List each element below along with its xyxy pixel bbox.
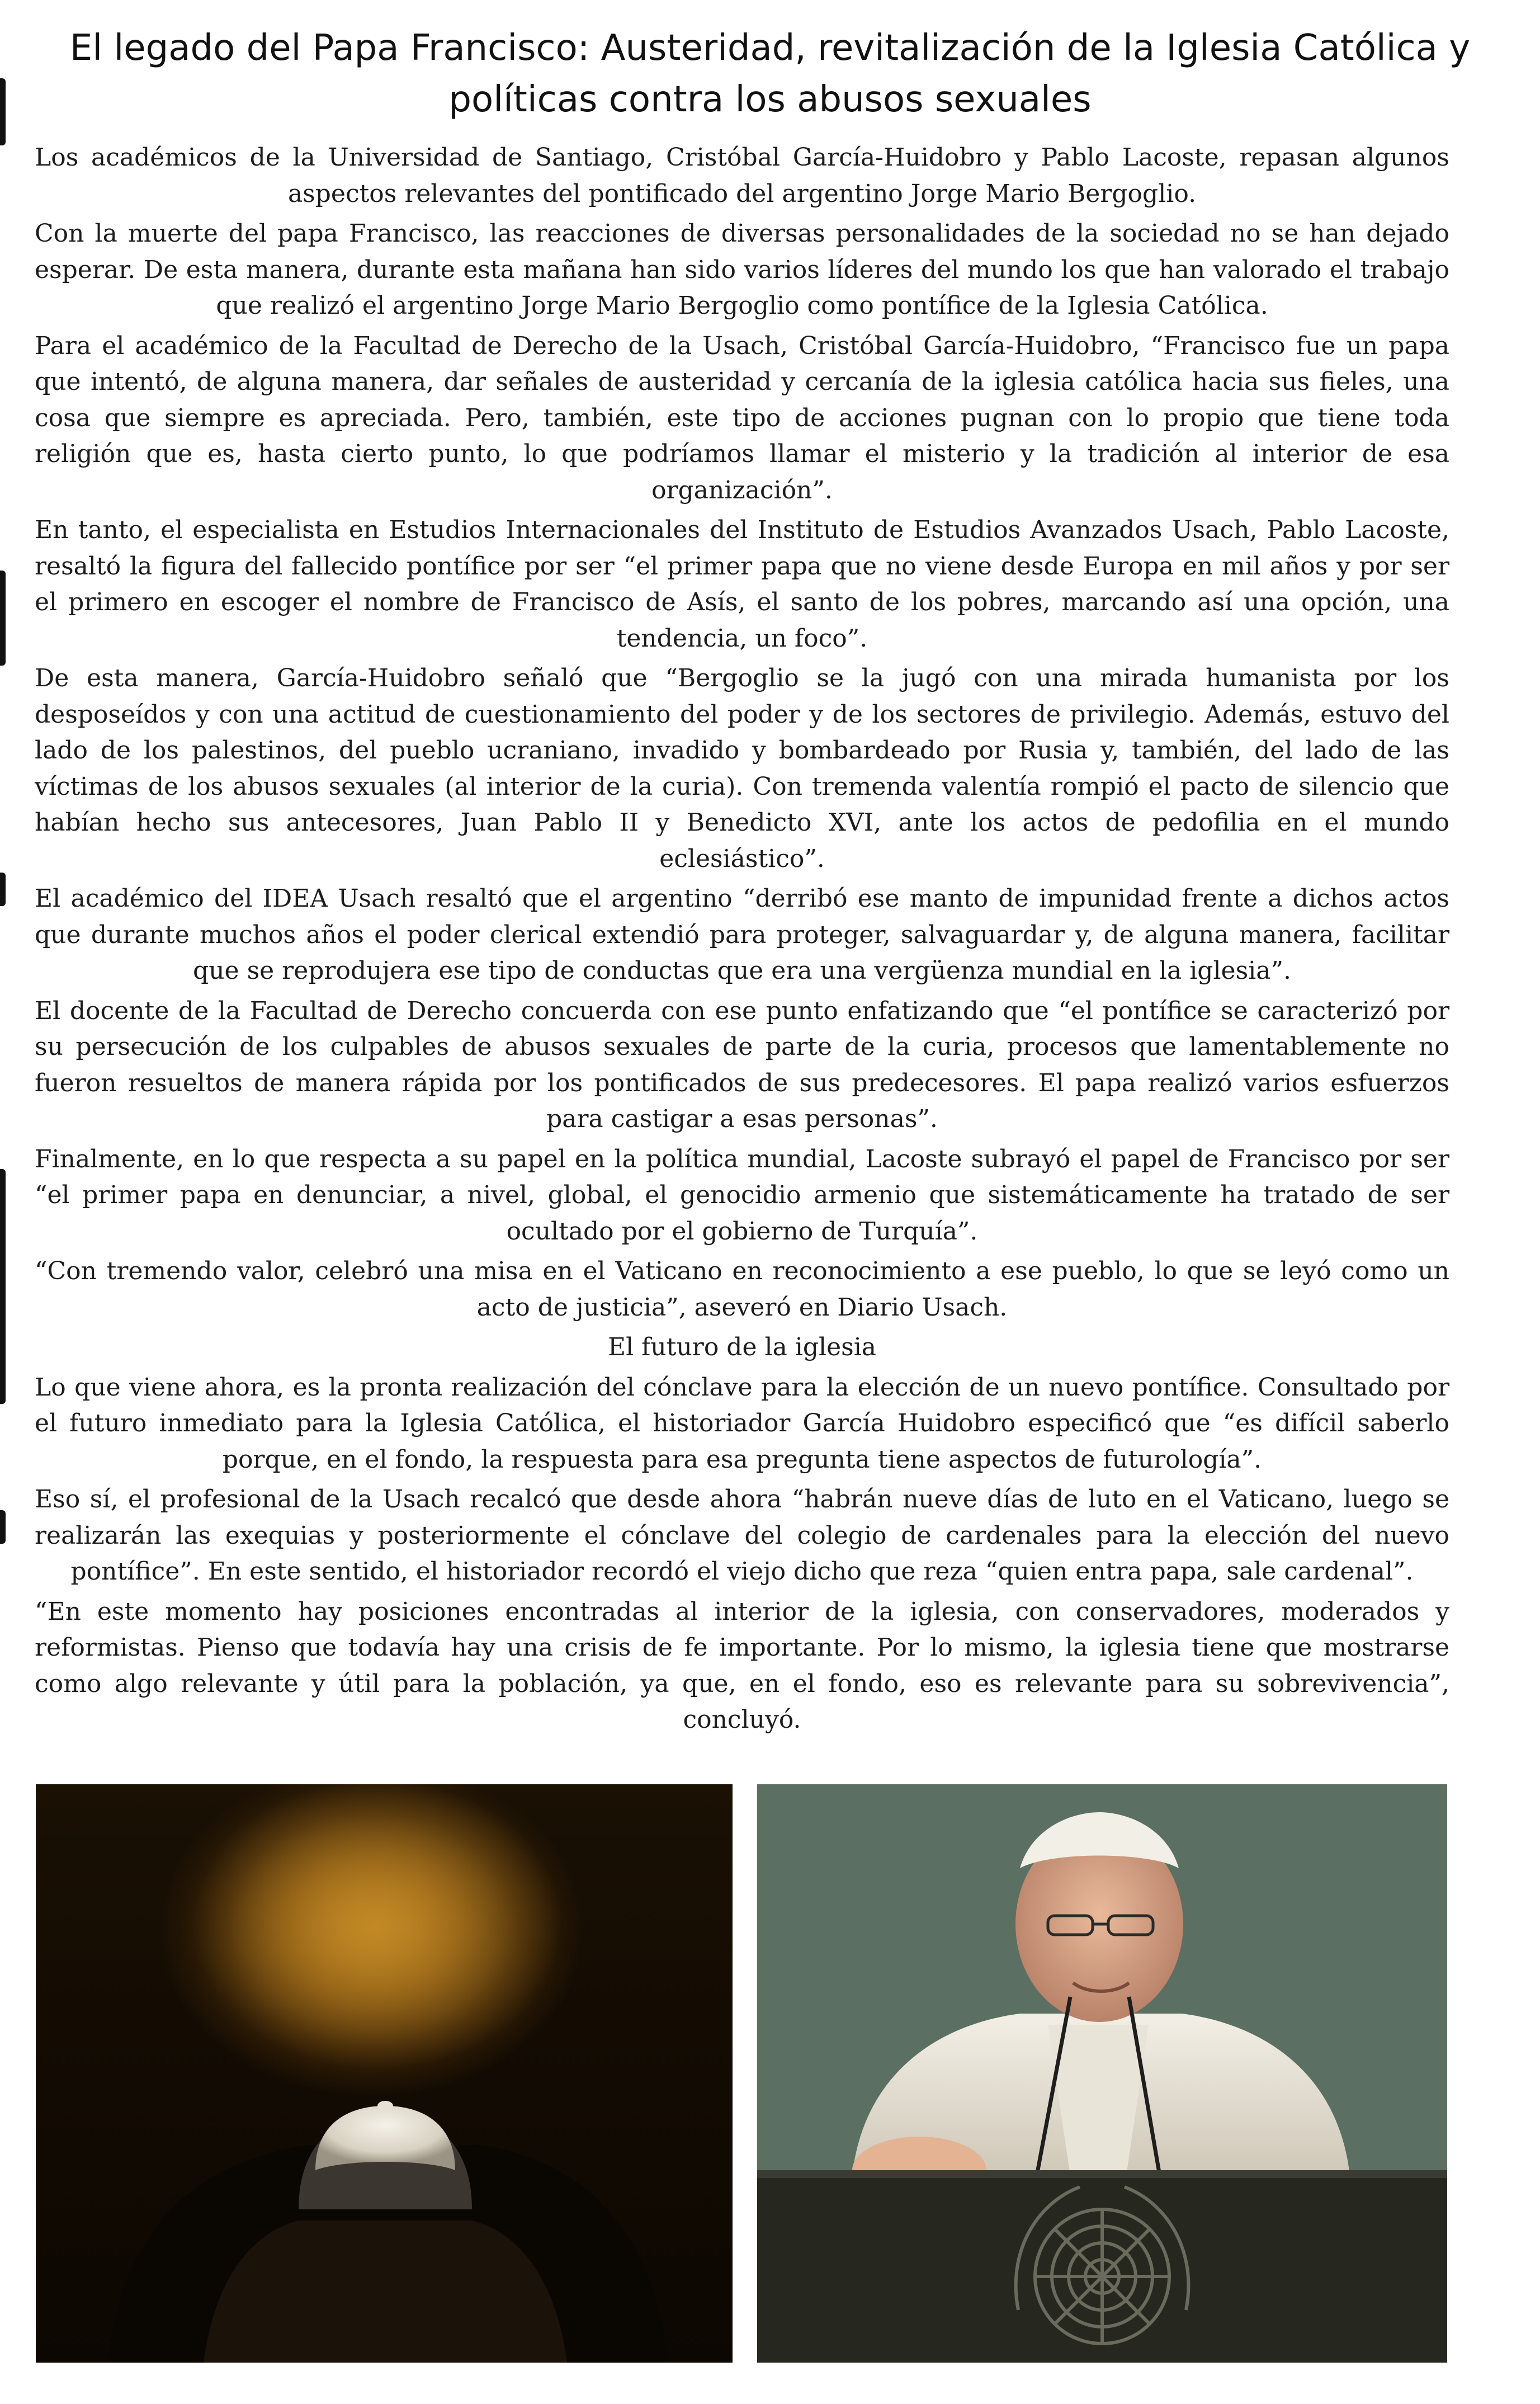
pope-speaking-un-podium-photo	[757, 1784, 1447, 2363]
left-margin-marks	[0, 0, 8, 2404]
article-paragraph: De esta manera, García-Huidobro señaló que “Bergoglio se la jugó con una mirada humanista por los desposeídos y con una actitud de cuestionamiento del poder y de los sectores de privilegio. Además, estuvo del lado de los palestinos, del pueblo ucraniano, invadido y bombardeado por Rusia y, también, del lado de las víctimas de los abusos sexuales (al interior de la curia). Con tremenda valentía rompió el pacto de silencio que habían hecho sus antecesores, Juan Pablo II y Benedicto XVI, ante los actos de pedofilia en el mundo eclesiástico”.	[35, 664, 1449, 873]
article-subheading: El futuro de la iglesia	[607, 1333, 877, 1361]
article-paragraph: Eso sí, el profesional de la Usach recalcó que desde ahora “habrán nueve días de luto en el Vaticano, luego se realizarán las exequias y posteriormente el cónclave del colegio de cardenales para la elección del nuevo pontífice”. En este sentido, el historiador recordó el viejo dicho que reza “quien entra papa, sale cardenal”.	[35, 1485, 1449, 1586]
pope-podium-illustration	[757, 1784, 1447, 2363]
headline-line-1: El legado del Papa Francisco: Austeridad, revitalización de la Iglesia Católica y	[69, 27, 1471, 69]
article-paragraph: En tanto, el especialista en Estudios Internacionales del Instituto de Estudios Avanzados Usach, Pablo Lacoste, resaltó la figura del fallecido pontífice por ser “el primer papa que no viene desde Europa en mil años y por ser el primero en escoger el nombre de Francisco de Asís, el santo de los pobres, marcando así una opción, una tendencia, un foco”.	[35, 516, 1449, 653]
article-paragraph: Con la muerte del papa Francisco, las reacciones de diversas personalidades de la sociedad no se han dejado esperar. De esta manera, durante esta mañana han sido varios líderes del mundo los que han valorado el trabajo que realizó el argentino Jorge Mario Bergoglio como pontífice de la Iglesia Católica.	[35, 219, 1449, 320]
pope-back-view-illustration	[36, 1784, 733, 2363]
cut-off-top-header	[0, 0, 1540, 16]
article-paragraph: El docente de la Facultad de Derecho concuerda con ese punto enfatizando que “el pontífice se caracterizó por su persecución de los culpables de abusos sexuales de parte de la curia, procesos que lamentablemente no fueron resueltos de manera rápida por los pontificados de sus predecesores. El papa realizó varios esfuerzos para castigar a esas personas”.	[35, 996, 1449, 1133]
article-paragraph: El académico del IDEA Usach resaltó que el argentino “derribó ese manto de impunidad frente a dichos actos que durante muchos años el poder clerical extendió para proteger, salvaguardar y, de alguna manera, facilitar que se reprodujera ese tipo de conductas que era una vergüenza mundial en la iglesia”.	[35, 884, 1449, 985]
pope-back-view-photo	[36, 1784, 733, 2363]
article-paragraph: “En este momento hay posiciones encontradas al interior de la iglesia, con conservadores, moderados y reformistas. Pienso que todavía hay una crisis de fe importante. Por lo mismo, la iglesia tiene que mostrarse como algo relevante y útil para la población, ya que, en el fondo, eso es relevante para su sobrevivencia”, concluyó.	[35, 1597, 1449, 1734]
article-body	[35, 140, 1449, 1742]
article-lead-paragraph: Los académicos de la Universidad de Santiago, Cristóbal García-Huidobro y Pablo Lacoste, repasan algunos aspectos relevantes del pontificado del argentino Jorge Mario Bergoglio.	[35, 143, 1449, 208]
headline-line-2: políticas contra los abusos sexuales	[448, 79, 1092, 120]
article-paragraph: Lo que viene ahora, es la pronta realización del cónclave para la elección de un nuevo pontífice. Consultado por el futuro inmediato para la Iglesia Católica, el historiador García Huidobro especificó que “es difícil saberlo porque, en el fondo, la respuesta para esa pregunta tiene aspectos de futurología”.	[35, 1373, 1449, 1474]
article-paragraph: Finalmente, en lo que respecta a su papel en la política mundial, Lacoste subrayó el papel de Francisco por ser “el primer papa en denunciar, a nivel, global, el genocidio armenio que sistemáticamente ha tratado de ser ocultado por el gobierno de Turquía”.	[35, 1144, 1449, 1246]
article-paragraph: Para el académico de la Facultad de Derecho de la Usach, Cristóbal García-Huidobro, “Francisco fue un papa que intentó, de alguna manera, dar señales de austeridad y cercanía de la iglesia católica hacia sus fieles, una cosa que siempre es apreciada. Pero, también, este tipo de acciones pugnan con lo propio que tiene toda religión que es, hasta cierto punto, lo que podríamos llamar el misterio y la tradición al interior de esa organización”.	[35, 331, 1449, 505]
article-headline	[34, 22, 1506, 125]
photo-row	[36, 1784, 1447, 2363]
article-paragraph: “Con tremendo valor, celebró una misa en el Vaticano en reconocimiento a ese pueblo, lo que se leyó como un acto de justicia”, aseveró en Diario Usach.	[35, 1257, 1449, 1322]
